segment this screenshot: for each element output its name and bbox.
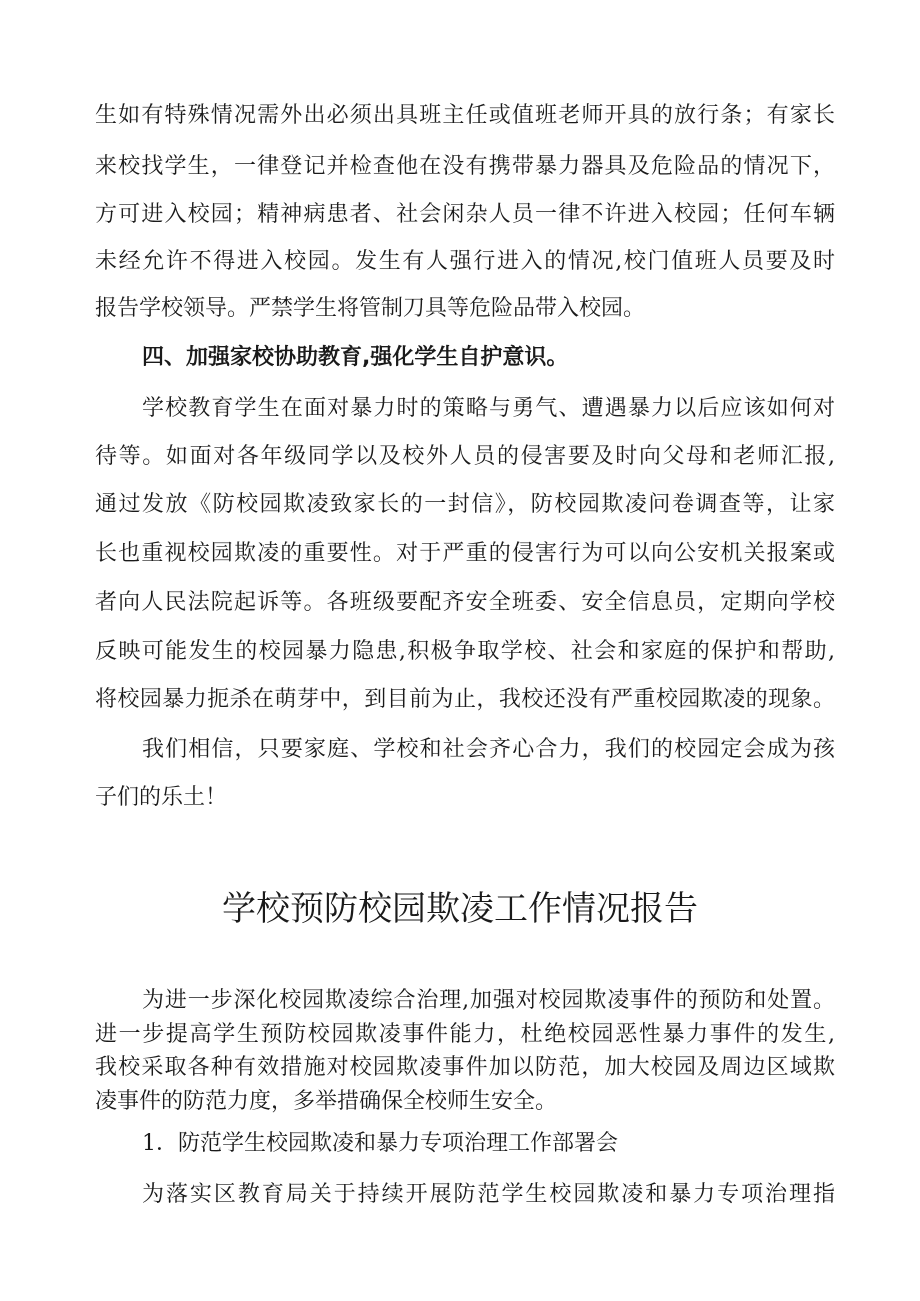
body-text-line: 我校采取各种有效措施对校园欺凌事件加以防范，加大校园及周边区域欺 — [95, 1055, 835, 1080]
body-text-line: 长也重视校园欺凌的重要性。对于严重的侵害行为可以向公安机关报案或 — [95, 541, 835, 566]
body-text-line: 子们的乐土！ — [95, 785, 228, 810]
body-text-line: 为进一步深化校园欺凌综合治理,加强对校园欺凌事件的预防和处置。 — [142, 988, 835, 1013]
body-text-line: 反映可能发生的校园暴力隐患,积极争取学校、社会和家庭的保护和帮助, — [95, 639, 835, 664]
numbered-item: 1．防范学生校园欺凌和暴力专项治理工作部署会 — [142, 1131, 618, 1156]
body-text-line: 生如有特殊情况需外出必须出具班主任或值班老师开具的放行条；有家长 — [95, 103, 835, 128]
body-text-line: 通过发放《防校园欺凌致家长的一封信》，防校园欺凌问卷调查等，让家 — [95, 492, 835, 517]
section-heading: 四、加强家校协助教育,强化学生自护意识。 — [142, 345, 569, 370]
body-text-line: 为落实区教育局关于持续开展防范学生校园欺凌和暴力专项治理指 — [142, 1182, 835, 1207]
body-text-line: 来校找学生，一律登记并检查他在没有携带暴力器具及危险品的情况下， — [95, 154, 835, 179]
body-text-line: 报告学校领导。严禁学生将管制刀具等危险品带入校园。 — [95, 296, 646, 321]
body-text-line: 进一步提高学生预防校园欺凌事件能力，杜绝校园恶性暴力事件的发生, — [95, 1022, 835, 1047]
body-text-line: 将校园暴力扼杀在萌芽中，到目前为止，我校还没有严重校园欺凌的现象。 — [95, 687, 835, 712]
body-text-line: 方可进入校园；精神病患者、社会闲杂人员一律不许进入校园；任何车辆 — [95, 202, 835, 227]
body-text-line: 凌事件的防范力度，多举措确保全校师生安全。 — [95, 1089, 558, 1114]
body-text-line: 我们相信，只要家庭、学校和社会齐心合力，我们的校园定会成为孩 — [142, 737, 835, 762]
body-text-line: 学校教育学生在面对暴力时的策略与勇气、遭遇暴力以后应该如何对 — [142, 396, 835, 421]
body-text-line: 未经允许不得进入校园。发生有人强行进入的情况,校门值班人员要及时 — [95, 249, 835, 274]
body-text-line: 待等。如面对各年级同学以及校外人员的侵害要及时向父母和老师汇报, — [95, 444, 835, 469]
body-text-line: 者向人民法院起诉等。各班级要配齐安全班委、安全信息员，定期向学校 — [95, 590, 835, 615]
report-title: 学校预防校园欺凌工作情况报告 — [222, 889, 698, 929]
